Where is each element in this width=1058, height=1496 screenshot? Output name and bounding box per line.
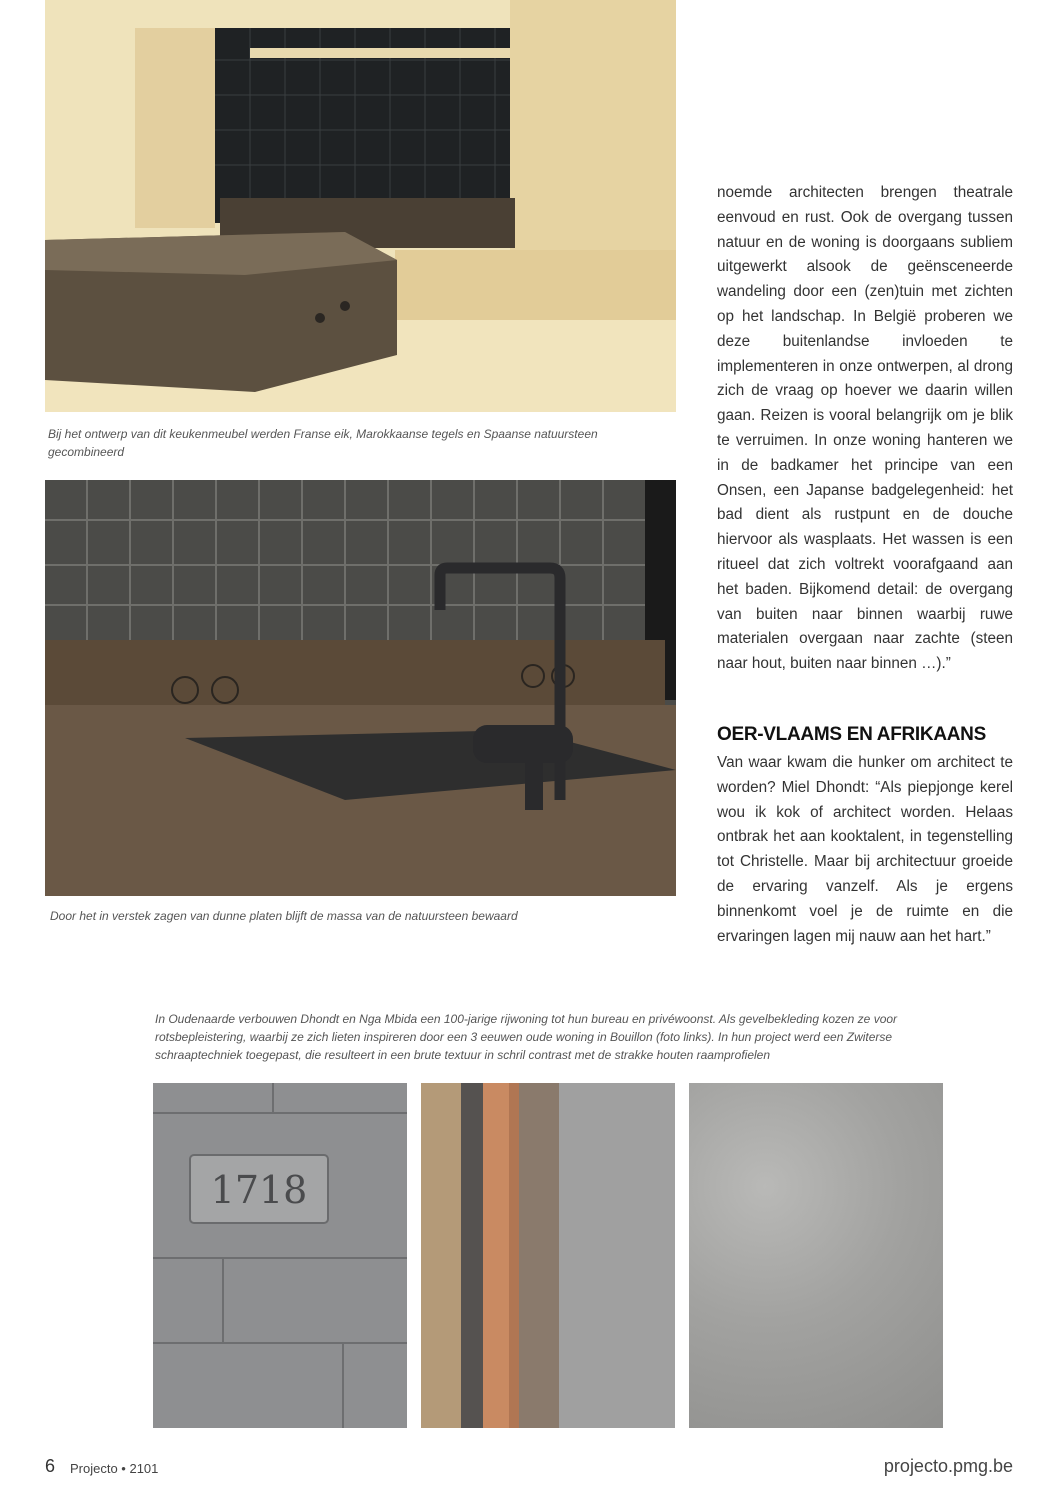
window-frame-photo [421,1083,675,1428]
sink-photo [45,480,676,896]
stone-wall-photo [153,1083,407,1428]
stone-date: 1718 [210,1168,308,1212]
article-paragraph: noemde architecten brengen theatrale eenvoud en rust. Ook de overgang tussen natuur en de woning is doorgaans subliem uitgewerkt alsook de geënsceneerde wandeling door een (zen)tuin met zichten op het landschap. In België proberen we deze buitenlandse invloeden te implementeren in onze ontwerpen, al drong zich de vraag op hoever we daarin willen gaan. Reizen is vooral belangrijk om je blik te verruimen. In onze woning hanteren we in de badkamer het principe van een Onsen, een Japanse badgelegenheid: het bad dient als rustpunt en de douche hiervoor als wasplaats. Het wassen is een ritueel dat zich voltrekt voorafgaand aan het baden. Bijkomend detail: de overgang van buiten naar binnen waarbij ruwe materialen overgaan naar zachte (steen naar hout, buiten naar binnen …).” [717,184,1013,673]
facade-caption: In Oudenaarde verbouwen Dhondt en Nga Mbida een 100-jarige rijwoning tot hun bureau en privéwoonst. Als gevelbekleding kozen ze voor rotsbepleistering, waarbij ze zich lieten inspireren door een 3 eeuwen oude woning in Bouillon (foto links). In hun project werd een Zwiterse schraaptechniek toegepast, die resulteert in een brute textuur in schril contrast met de strakke houten raamprofielen [155,1012,898,1062]
magazine-issue: Projecto • 2101 [70,1461,159,1476]
section-heading: OER-VLAAMS EN AFRIKAANS [717,724,986,745]
article-paragraph: Van waar kwam die hunker om architect te worden? Miel Dhondt: “Als piepjonge kerel wou ik kok of architect worden. Helaas ontbrak het aan kooktalent, in tegenstelling tot Christelle. Maar bij architectuur groeide de ervaring vanzelf. Als je ergens binnenkomt voel je de ruimte en die ervaringen lagen mij nauw aan het hart.” [717,754,1013,945]
website-link[interactable]: projecto.pmg.be [883,1456,1013,1476]
plaster-texture-photo [689,1083,943,1428]
kitchen-photo-caption: Bij het ontwerp van dit keukenmeubel werden Franse eik, Marokkaanse tegels en Spaanse natuursteen gecombineerd [48,427,598,459]
kitchen-photo [45,0,676,412]
page-number: 6 [45,1456,56,1476]
sink-photo-caption: Door het in verstek zagen van dunne platen blijft de massa van de natuursteen bewaard [50,909,518,923]
